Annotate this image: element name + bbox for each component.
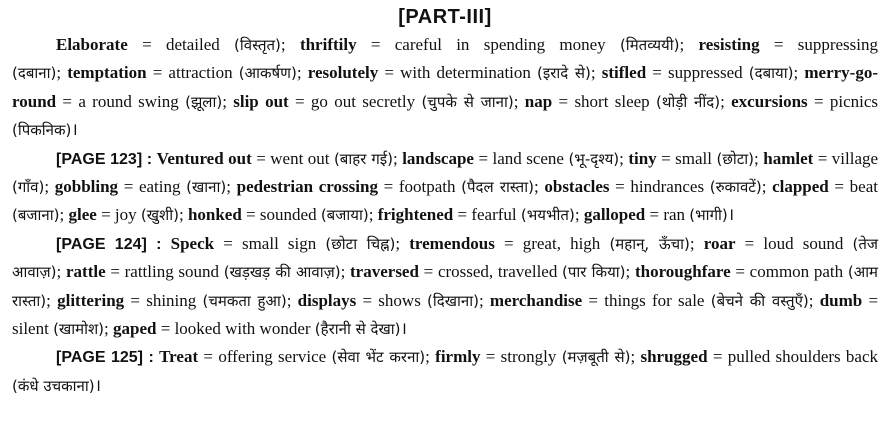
entry-meaning: short sleep	[574, 91, 650, 111]
entry-separator: ;	[286, 290, 298, 310]
entry-term: landscape	[402, 148, 474, 168]
glossary-entry	[157, 149, 403, 168]
entry-term: resisting	[698, 35, 760, 54]
entry-term: traversed	[350, 262, 419, 282]
equals-sign: =	[494, 233, 523, 253]
entry-term: glee	[68, 205, 97, 225]
entry-term: Ventured out	[156, 148, 252, 168]
entry-separator: ;	[56, 63, 68, 83]
glossary-entry	[584, 205, 734, 224]
entry-separator: ;	[761, 177, 773, 197]
entry-term: merry-go-round	[12, 63, 878, 111]
equals-sign: =	[377, 177, 399, 197]
entry-meaning: shining	[146, 290, 197, 310]
glossary-entry	[544, 177, 772, 196]
equals-sign: =	[124, 290, 147, 310]
entry-separator: ;	[59, 205, 69, 225]
entry-meaning: silent	[12, 319, 49, 339]
entry-term: roar	[703, 233, 736, 253]
entry-meaning: village	[831, 148, 879, 168]
equals-sign: =	[288, 91, 311, 111]
entry-meaning: land scene	[492, 148, 564, 168]
entry-hindi-translation: (बजाया)	[320, 206, 369, 225]
entry-meaning: detailed	[165, 35, 220, 54]
glossary-entry	[188, 205, 378, 224]
entry-hindi-translation: (विस्तृत)	[234, 36, 281, 54]
entry-term: excursions	[731, 91, 808, 111]
glossary-entry	[233, 92, 525, 111]
entry-hindi-translation: (मितव्ययी)	[619, 36, 680, 54]
equals-sign: =	[735, 233, 764, 253]
equals-sign: =	[251, 148, 271, 168]
entry-meaning: hindrances	[630, 177, 705, 197]
entry-meaning: attraction	[168, 63, 233, 83]
entry-meaning: loud sound	[763, 233, 844, 253]
equals-sign: =	[552, 91, 575, 111]
entry-hindi-translation: (खामोश)	[53, 320, 105, 339]
equals-sign: =	[356, 35, 395, 54]
entry-meaning: go out secretly	[310, 91, 416, 111]
entry-term: merchandise	[489, 290, 583, 310]
entry-meaning: suppressed	[668, 63, 743, 83]
glossary-entry	[159, 347, 435, 366]
equals-sign: =	[241, 205, 260, 225]
entry-separator: ;	[44, 177, 55, 197]
entry-hindi-translation: (बेचने की वस्तुएँ)	[710, 291, 809, 310]
entry-term: Elaborate	[56, 35, 128, 54]
equals-sign: =	[56, 91, 79, 111]
entry-meaning: small	[675, 148, 713, 168]
equals-sign: =	[453, 205, 472, 225]
equals-sign: =	[813, 148, 832, 168]
entry-hindi-translation: (खुशी)	[140, 206, 179, 225]
entry-meaning: a round swing	[78, 91, 179, 111]
entry-separator: ;	[574, 205, 584, 225]
entry-separator: ;	[619, 148, 629, 168]
entry-meaning: picnics	[829, 91, 879, 111]
entry-hindi-translation: (इरादे से)	[537, 64, 591, 83]
page-reference: [PAGE 125] :	[56, 349, 154, 367]
entry-meaning: offering service	[218, 347, 327, 367]
entry-term: thoroughfare	[634, 262, 731, 282]
equals-sign: =	[656, 148, 676, 168]
entry-term: clapped	[772, 177, 829, 197]
entry-hindi-translation: (चुपके से जाना)	[421, 92, 514, 111]
glossary-entry	[57, 291, 298, 310]
glossary-entry	[409, 234, 704, 253]
glossary-entry	[628, 149, 763, 168]
entry-meaning: strongly	[500, 347, 557, 367]
page-title: [PART-III]	[398, 6, 492, 28]
entry-hindi-translation: (गाँव)	[12, 178, 45, 197]
entry-hindi-translation: (बजाना)	[12, 206, 60, 225]
entry-separator: ।	[94, 375, 102, 395]
glossary-entry	[171, 234, 410, 253]
equals-sign: =	[96, 205, 115, 225]
glossary-entry	[237, 177, 545, 196]
entry-separator: ;	[630, 347, 641, 367]
glossary-entry	[308, 63, 602, 82]
entry-hindi-translation: (खाना)	[186, 178, 227, 197]
glossary-body	[12, 31, 878, 400]
entry-separator: ;	[226, 177, 237, 197]
equals-sign: =	[378, 63, 401, 83]
entry-hindi-translation: (दबाया)	[748, 64, 794, 83]
entry-hindi-translation: (आकर्षण)	[238, 64, 297, 83]
equals-sign: =	[156, 319, 175, 339]
entry-separator: ;	[368, 205, 378, 225]
entry-hindi-translation: (मज़बूती से)	[561, 348, 631, 367]
entry-meaning: eating	[138, 177, 181, 197]
equals-sign: =	[862, 290, 879, 310]
entry-term: thriftily	[299, 35, 357, 54]
entry-meaning: beat	[849, 177, 878, 197]
entry-separator: ;	[104, 319, 113, 339]
entry-term: obstacles	[544, 177, 610, 197]
glossary-entry	[298, 291, 490, 310]
entry-separator: ;	[395, 233, 410, 253]
entry-separator: ।	[400, 319, 407, 339]
glossary-entry	[602, 63, 805, 82]
entry-meaning: common path	[749, 262, 844, 282]
entry-hindi-translation: (दबाना)	[12, 64, 57, 83]
entry-term: hamlet	[763, 148, 814, 168]
entry-hindi-translation: (महान्, ऊँचा)	[609, 234, 690, 253]
glossary-entry	[55, 177, 237, 196]
entry-hindi-translation: (हैरानी से देखा)	[314, 320, 401, 339]
glossary-entry	[350, 262, 635, 281]
glossary-paragraph	[12, 31, 878, 145]
equals-sign: =	[356, 290, 379, 310]
entry-separator: ;	[590, 63, 602, 83]
equals-sign: =	[645, 205, 664, 225]
entry-term: temptation	[67, 63, 147, 83]
entry-meaning: great, high	[522, 233, 601, 253]
entry-hindi-translation: (खड़खड़ की आवाज़)	[223, 263, 341, 282]
entry-separator: ;	[393, 148, 403, 168]
glossary-entry	[56, 35, 300, 54]
entry-meaning: ran	[663, 205, 686, 225]
entry-term: tremendous	[409, 233, 495, 253]
entry-term: resolutely	[307, 63, 379, 83]
equals-sign: =	[473, 148, 493, 168]
entry-term: pedestrian crossing	[236, 177, 378, 197]
equals-sign: =	[730, 262, 750, 282]
entry-separator: ;	[689, 233, 704, 253]
entry-term: tiny	[628, 148, 657, 168]
entry-hindi-translation: (पार किया)	[562, 263, 626, 282]
entry-meaning: fearful	[471, 205, 517, 225]
entry-meaning: went out	[270, 148, 330, 168]
entry-hindi-translation: (झूला)	[185, 92, 223, 111]
entry-term: honked	[187, 205, 242, 225]
glossary-entry	[66, 262, 350, 281]
glossary-entry	[525, 92, 731, 111]
entry-separator: ;	[533, 177, 545, 197]
glossary-paragraph	[12, 230, 878, 344]
entry-hindi-translation: (सेवा भेंट करना)	[331, 348, 426, 367]
glossary-entry	[113, 319, 407, 338]
glossary-entry	[68, 205, 187, 224]
equals-sign: =	[707, 347, 728, 367]
entry-meaning: footpath	[398, 177, 456, 197]
equals-sign: =	[759, 35, 798, 54]
entry-separator: ;	[679, 35, 699, 54]
entry-meaning: pulled shoulders back	[727, 347, 879, 367]
equals-sign: =	[609, 177, 631, 197]
entry-hindi-translation: (पिकनिक)	[12, 121, 72, 140]
glossary-entry	[402, 149, 628, 168]
entry-meaning: shows	[378, 290, 421, 310]
page-reference: [PAGE 123] :	[56, 150, 153, 168]
equals-sign: =	[105, 262, 125, 282]
entry-term: rattle	[65, 262, 106, 282]
entry-meaning: small sign	[241, 233, 317, 253]
entry-hindi-translation: (तेज आवाज़)	[12, 234, 879, 282]
equals-sign: =	[118, 177, 139, 197]
equals-sign: =	[480, 347, 501, 367]
entry-hindi-translation: (पैदल रास्ता)	[461, 178, 534, 197]
entry-separator: ;	[222, 91, 234, 111]
entry-separator: ;	[720, 91, 732, 111]
entry-meaning: careful in spending money	[394, 35, 606, 54]
equals-sign: =	[582, 290, 605, 310]
entry-separator: ;	[178, 205, 188, 225]
entry-separator: ;	[46, 290, 58, 310]
entry-meaning: looked with wonder	[174, 319, 311, 339]
entry-separator: ;	[808, 290, 820, 310]
entry-separator: ।	[727, 205, 735, 225]
entry-term: Treat	[159, 347, 199, 367]
entry-hindi-translation: (दिखाना)	[427, 291, 479, 310]
entry-term: stifled	[601, 63, 647, 83]
entry-hindi-translation: (आम रास्ता)	[12, 263, 878, 310]
entry-separator: ।	[71, 120, 78, 140]
glossary-entry	[435, 347, 640, 366]
glossary-entry	[67, 63, 308, 82]
entry-term: glittering	[57, 290, 125, 310]
equals-sign: =	[146, 63, 169, 83]
entry-hindi-translation: (रुकावटें)	[709, 178, 762, 197]
entry-meaning: things for sale	[604, 290, 705, 310]
entry-meaning: sounded	[259, 205, 317, 225]
entry-separator: ;	[56, 262, 66, 282]
entry-separator: ;	[793, 63, 805, 83]
entry-term: dumb	[819, 290, 863, 310]
entry-term: gaped	[113, 319, 157, 339]
entry-hindi-translation: (भयभीत)	[520, 206, 575, 225]
equals-sign: =	[828, 177, 850, 197]
entry-term: Speck	[170, 233, 215, 253]
entry-term: slip out	[233, 91, 289, 111]
entry-term: nap	[524, 91, 553, 111]
equals-sign: =	[198, 347, 219, 367]
equals-sign: =	[214, 233, 242, 253]
entry-separator: ;	[478, 290, 490, 310]
glossary-paragraph	[12, 145, 878, 230]
equals-sign: =	[646, 63, 669, 83]
entry-separator: ;	[754, 148, 764, 168]
equals-sign: =	[418, 262, 438, 282]
entry-separator: ;	[296, 63, 308, 83]
entry-term: firmly	[435, 347, 481, 367]
entry-hindi-translation: (छोटा चिह्न)	[325, 234, 396, 253]
entry-hindi-translation: (बाहर गई)	[333, 149, 393, 168]
entry-separator: ;	[513, 91, 525, 111]
entry-term: shrugged	[640, 347, 708, 367]
entry-separator: ;	[280, 35, 300, 54]
equals-sign: =	[807, 91, 830, 111]
entry-separator: ;	[625, 262, 635, 282]
entry-meaning: rattling sound	[124, 262, 220, 282]
glossary-entry	[490, 291, 820, 310]
glossary-entry	[300, 35, 699, 54]
entry-hindi-translation: (कंधे उचकाना)	[12, 376, 95, 395]
entry-hindi-translation: (भू-दृश्य)	[568, 149, 620, 168]
entry-separator: ;	[425, 347, 436, 367]
glossary-paragraph	[12, 343, 878, 400]
entry-hindi-translation: (थोड़ी नींद)	[656, 92, 721, 111]
entry-meaning: joy	[114, 205, 137, 225]
entry-meaning: crossed, travelled	[437, 262, 558, 282]
glossary-entry	[378, 205, 584, 224]
entry-hindi-translation: (चमकता हुआ)	[202, 291, 287, 310]
equals-sign: =	[127, 35, 166, 54]
entry-term: displays	[297, 290, 357, 310]
entry-term: frightened	[377, 205, 454, 225]
page-reference: [PAGE 124] :	[56, 235, 162, 253]
entry-hindi-translation: (भागी)	[689, 206, 728, 225]
entry-hindi-translation: (छोटा)	[716, 149, 755, 168]
entry-separator: ;	[340, 262, 351, 282]
entry-term: gobbling	[54, 177, 119, 197]
entry-meaning: with determination	[400, 63, 531, 83]
entry-term: galloped	[583, 205, 646, 225]
entry-meaning: suppressing	[797, 35, 879, 54]
